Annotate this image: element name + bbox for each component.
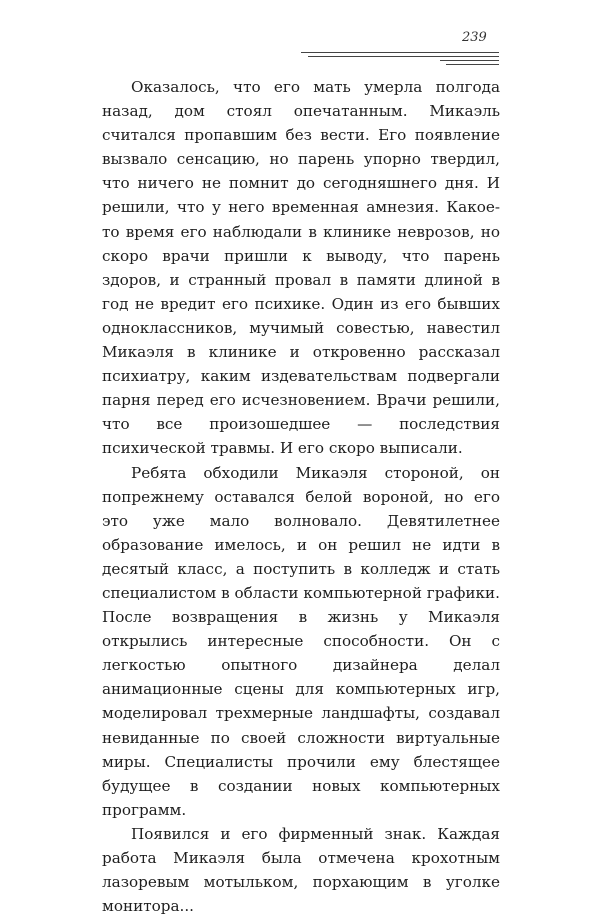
header-rule: [308, 56, 499, 57]
paragraph: Появился и его фирменный знак. Каждая работа Микаэля была отмечена крохотным лазоревым мотыльком, порхающим в уголке монитора...: [102, 824, 500, 916]
header-rule: [446, 64, 499, 65]
page-number: 239: [462, 30, 487, 45]
header-rule: [440, 60, 499, 61]
body-text: [102, 75, 500, 918]
header-rule: [301, 52, 499, 53]
paragraph: Ребята обходили Микаэля стороной, он попрежнему оставался белой вороной, но его это уже мало волновало. Девятилетнее образование имелось, и он решил не идти в десятый класс, а поступить в колледж и стать специалистом в области компьютерной графики. После возвращения в жизнь у Микаэля открылись интересные способности. Он с легкостью опытного дизайнера делал анимационные сцены для компьютерных игр, моделировал трехмерные ландшафты, создавал невиданные по своей сложности виртуальные миры. Специалисты прочили ему блестящее будущее в создании новых компьютерных программ.: [102, 463, 500, 819]
paragraph: Оказалось, что его мать умерла полгода назад, дом стоял опечатанным. Микаэль считался пропавшим без вести. Его появление вызвало сенсацию, но парень упорно твердил, что ничего не помнит до сегодняшнего дня. И решили, что у него временная амнезия. Какое-то время его наблюдали в клинике неврозов, но скоро врачи пришли к выводу, что парень здоров, и странный провал в памяти длиной в год не вредит его психике. Один из его бывших одноклассников, мучимый совестью, навестил Микаэля в клинике и откровенно рассказал психиатру, каким издевательствам подвергали парня перед его исчезновением. Врачи решили, что все произошедшее — последствия психической травмы. И его скоро выписали.: [102, 78, 500, 458]
